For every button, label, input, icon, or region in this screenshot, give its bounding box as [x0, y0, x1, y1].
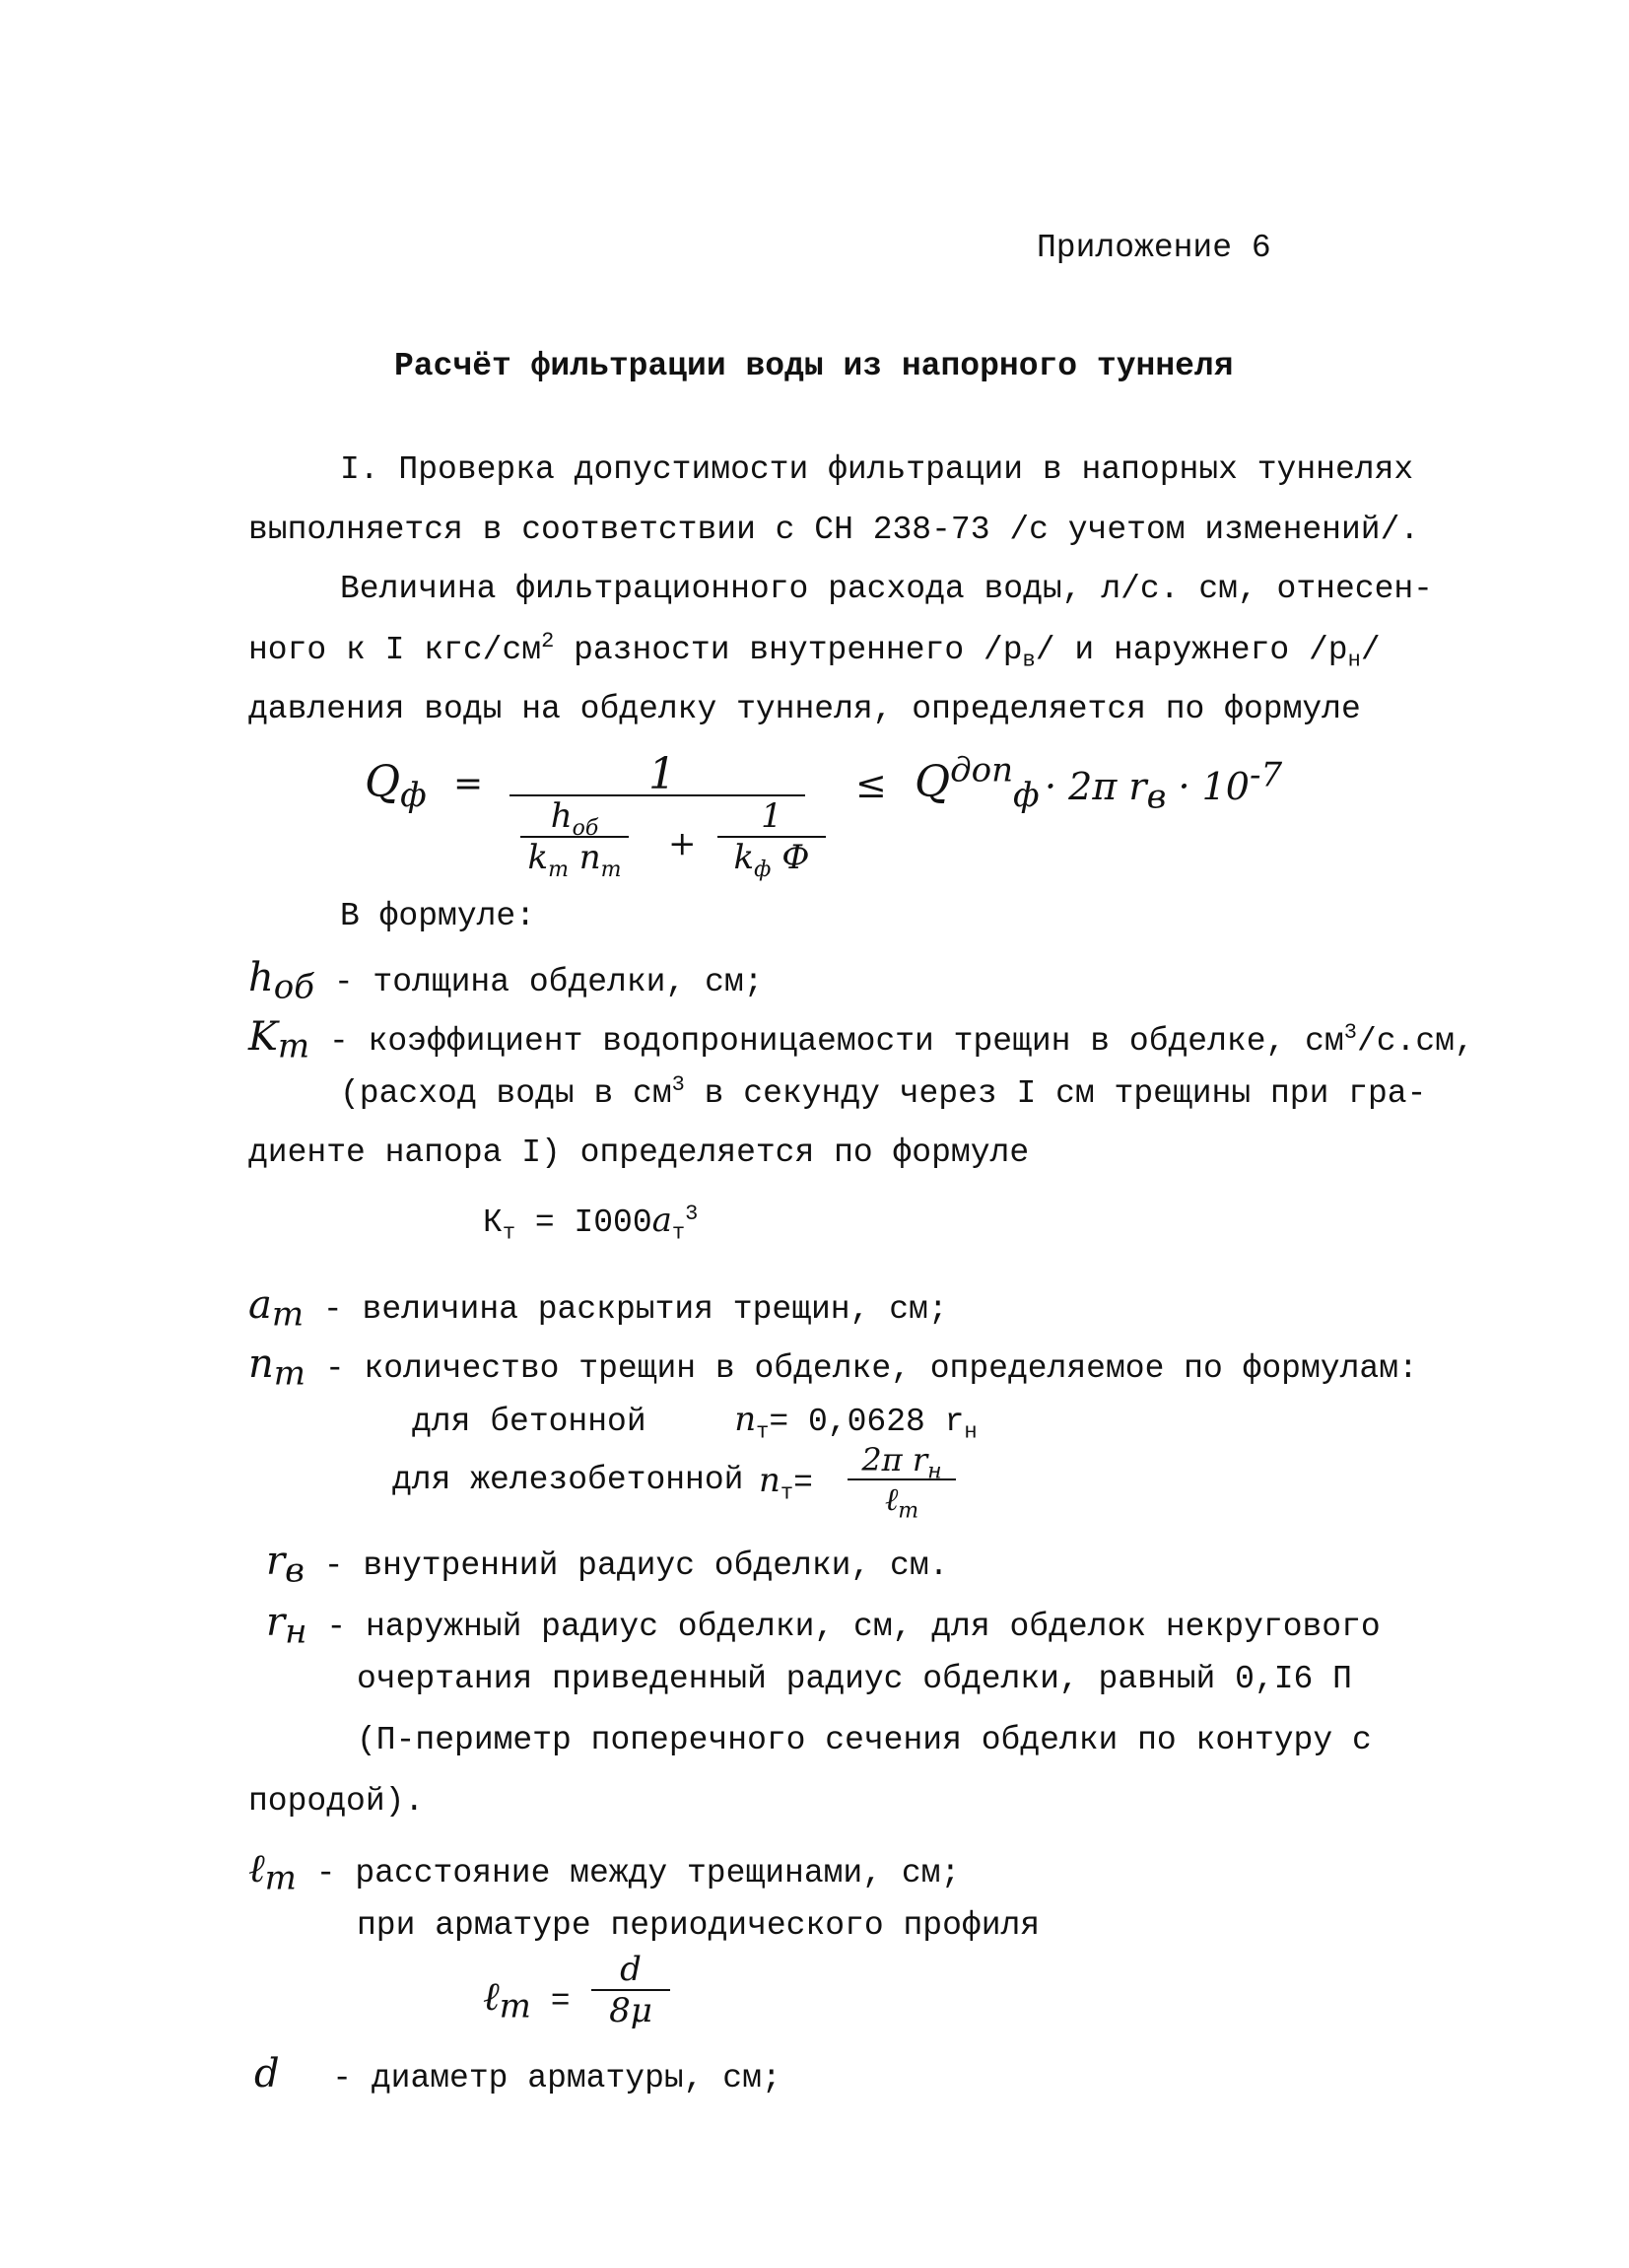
formula-plus: + — [668, 824, 697, 863]
def-rv: $r_в$ - внутренний радиус обделки, см. — [266, 1539, 949, 1591]
para2-line2: ного к I кгс/$см^2$ разности внутреннего $/р_в/$ и наружнего $/р_н/$ — [248, 629, 1381, 673]
rc-fraction: 2π $r_н$ ℓ$_т$ — [848, 1441, 956, 1518]
formula-den-frac1: $h_{об}$ $k_т$ $n_т$ — [520, 796, 629, 877]
appendix-label: Приложение 6 — [1037, 230, 1271, 266]
para2-line3: давления воды на обделку туннеля, определяется по формуле — [248, 691, 1361, 727]
def-k: $K_т$ - коэффициент водопроницаемости трещин в обделке, $см^3/с.см$, — [248, 1014, 1474, 1066]
def-a: $a_т$ - величина раскрытия трещин, см; — [248, 1282, 948, 1335]
rn-line4: породой). — [248, 1783, 425, 1820]
def-d: d - диаметр арматуры, см; — [254, 2051, 781, 2096]
para2-line1: Величина фильтрационного расхода воды, л/с. см, отнесен- — [340, 571, 1433, 607]
formula-le: ≤ — [855, 763, 887, 806]
def-rn: $r_н$ - наружный радиус обделки, см, для обделок некругового — [266, 1600, 1381, 1652]
formula-eq: = — [453, 764, 484, 804]
def-n: $n_т$ - количество трещин в обделке, определяемое по формулам: — [248, 1341, 1418, 1394]
formula-k: $К_т = I000a_т^3$ — [483, 1201, 699, 1246]
rc-formula: $n_т=$ — [759, 1461, 813, 1506]
def-h: $h_{об}$ - толщина обделки, см; — [248, 955, 764, 1007]
k-note-line1: (расход воды в $см^3$ в секунду через I см трещины при гра- — [340, 1072, 1427, 1112]
page-title: Расчёт фильтрации воды из напорного туннеля — [394, 348, 1234, 384]
rn-line3: (П-периметр поперечного сечения обделки по контуру с — [357, 1722, 1372, 1758]
formula-numerator: 1 — [648, 749, 676, 799]
l-note: при арматуре периодического профиля — [357, 1907, 1041, 1944]
formula-lhs: $Q_ф$ — [365, 757, 427, 815]
rn-line2: очертания приведенный радиус обделки, равный 0,I6 П — [357, 1661, 1352, 1697]
formula-l-fraction: d 8μ — [591, 1950, 670, 2030]
concrete-line: для бетонной $n_т= 0,0628$ $r_н$ — [412, 1400, 978, 1445]
para1-line2: выполняется в соответствии с СН 238-73 /с учетом изменений/. — [248, 512, 1420, 548]
formula-q-allowed: $Q^{доп}_ф$ — [915, 750, 1040, 815]
formula-den-frac2: 1 $k_ф$ Ф — [717, 796, 826, 877]
def-l: ℓ$_т$ - расстояние между трещинами, см; — [248, 1846, 961, 1898]
formula-rest: · 2π $r_в \cdot 10^{-7}$ — [1045, 755, 1283, 817]
para1-line1: I. Проверка допустимости фильтрации в напорных туннелях — [340, 451, 1414, 488]
k-note-line2: диенте напора I) определяется по формуле — [248, 1134, 1030, 1171]
rc-label: для железобетонной — [392, 1462, 744, 1498]
formula-l: ℓ$_т$ = — [483, 1974, 571, 2027]
in-formula-label: В формуле: — [340, 898, 536, 934]
